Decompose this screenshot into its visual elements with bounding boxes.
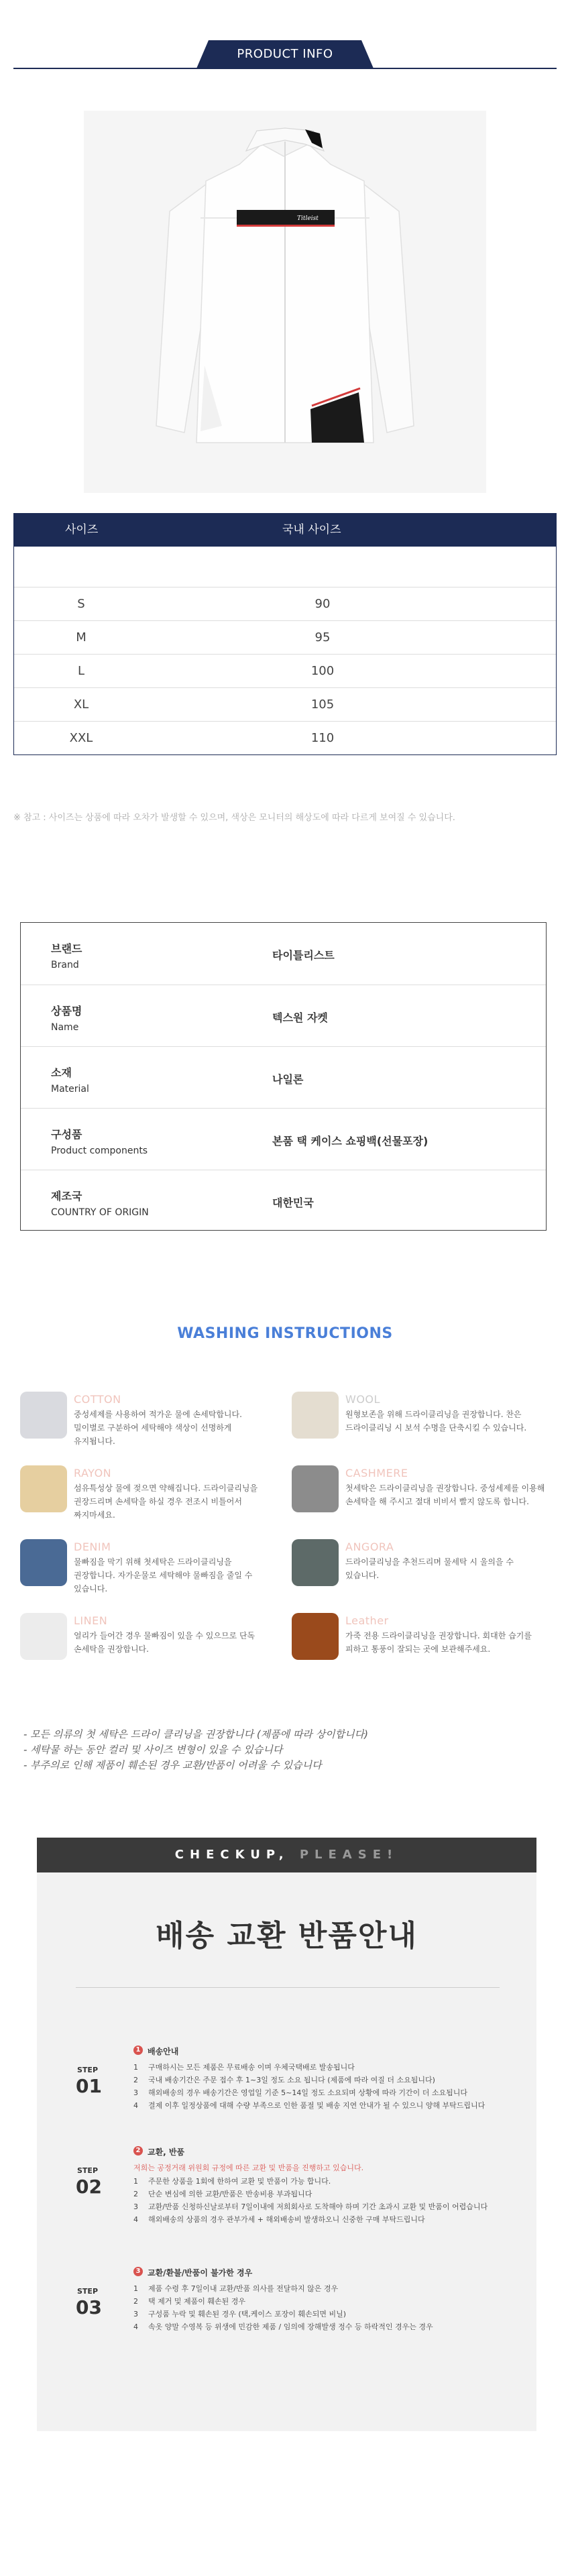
info-value: 나일론 bbox=[272, 1073, 304, 1086]
step-item-number: 2 bbox=[133, 2076, 138, 2084]
info-row-brand bbox=[21, 923, 546, 985]
step-number: 02 bbox=[76, 2176, 102, 2198]
size-cell: M bbox=[76, 630, 87, 645]
washing-note: - 부주의로 인해 제품이 훼손된 경우 교환/반품이 어려울 수 있습니다 bbox=[23, 1759, 322, 1771]
fabric-desc-line: 가죽 전용 드라이클리닝을 권장합니다. 회대한 습기를 bbox=[345, 1631, 532, 1640]
step-title: 교환, 반품 bbox=[148, 2147, 185, 2157]
step-badge: 1 bbox=[133, 2046, 143, 2055]
step-item-text: 속옷 양말 수영복 등 위생에 민감한 제품 / 임의에 장해발생 정수 등 하락적인 경우는 경우 bbox=[148, 2322, 433, 2331]
fabric-swatch bbox=[20, 1539, 67, 1586]
step-warning: 저희는 공정거래 위원회 규정에 따른 교환 및 반품을 진행하고 있습니다. bbox=[133, 2164, 364, 2172]
info-label-ko: 제조국 bbox=[51, 1190, 82, 1202]
info-label-en: Brand bbox=[51, 960, 79, 970]
info-label-ko: 브랜드 bbox=[51, 942, 82, 955]
step-item bbox=[133, 2176, 331, 2186]
fabric-desc-line: 밀이별로 구분하여 세탁해야 색상이 선명하게 bbox=[74, 1423, 232, 1433]
size-cell: XL bbox=[73, 697, 89, 712]
checkup-title: 배송 교환 반품안내 bbox=[156, 1919, 418, 1953]
fabric-swatch bbox=[292, 1613, 339, 1660]
fabric-desc-line: 첫세탁은 드라이클리닝을 권장합니다. 중성세제를 이용해 bbox=[345, 1483, 545, 1493]
step-item-number: 2 bbox=[133, 2297, 138, 2306]
kr-size-cell: 100 bbox=[310, 664, 335, 678]
step-title: 배송안내 bbox=[148, 2047, 179, 2056]
fabric-desc-line: 손세탁을 해 주시고 절대 비비서 빨지 않도록 합니다. bbox=[345, 1497, 529, 1506]
table-row bbox=[14, 620, 556, 654]
step-item-text: 구성품 누락 및 훼손된 경우 (택,케이스 포장이 훼손되면 비닐) bbox=[148, 2310, 347, 2318]
fabric-desc-line: 있습니다. bbox=[345, 1571, 380, 1580]
jacket-illustration bbox=[84, 111, 486, 493]
step-item bbox=[133, 2308, 346, 2319]
checkup-divider bbox=[76, 1987, 500, 1988]
fabric-desc-line: 얼리가 들어간 경우 물빠짐이 있을 수 있으므로 단독 bbox=[74, 1631, 255, 1640]
step-item-text: 결제 이후 일정상품에 대해 수량 부족으로 인한 품절 및 배송 지연 안내가 될 수 있으니 양해 부탁드립니다 bbox=[148, 2101, 486, 2110]
step-item-number: 3 bbox=[133, 2202, 138, 2211]
info-label-ko: 구성품 bbox=[51, 1128, 82, 1141]
info-value: 텍스원 자켓 bbox=[272, 1011, 328, 1024]
fabric-swatch bbox=[292, 1392, 339, 1439]
step-item-text: 해외배송의 경우 배송기간은 영업일 기준 5~14일 정도 소요되며 상황에 따라 기간이 더 소요됩니다 bbox=[148, 2088, 467, 2097]
step-item bbox=[133, 2062, 355, 2072]
header-divider bbox=[13, 68, 557, 69]
fabric-swatch bbox=[20, 1613, 67, 1660]
fabric-name: RAYON bbox=[74, 1467, 112, 1479]
fabric-desc-line: 권장드리며 손세탁을 하실 경우 전조시 비틀어서 bbox=[74, 1497, 242, 1506]
fabric-desc-line: 유지됩니다. bbox=[74, 1437, 115, 1446]
step-item-text: 제품 수령 후 7일이내 교환/반품 의사를 전달하지 않은 경우 bbox=[148, 2284, 339, 2293]
step-item bbox=[133, 2283, 338, 2294]
kr-size-cell: 90 bbox=[315, 597, 331, 611]
step-item bbox=[133, 2188, 312, 2199]
step-item-number: 4 bbox=[133, 2322, 138, 2331]
step-item-number: 1 bbox=[133, 2284, 138, 2293]
fabric-desc-line: 드라이클리닝을 추천드리며 물세탁 시 울의을 수 bbox=[345, 1557, 514, 1567]
checkup-header bbox=[37, 1838, 536, 1872]
step-label: STEP bbox=[77, 2166, 99, 2175]
size-table-header bbox=[14, 513, 556, 547]
info-row-components bbox=[21, 1108, 546, 1170]
step-item-number: 1 bbox=[133, 2063, 138, 2072]
fabric-name: DENIM bbox=[74, 1541, 111, 1553]
step-item bbox=[133, 2214, 425, 2225]
fabric-desc-line: 물빠짐을 막기 위해 첫세탁은 드라이클리닝을 bbox=[74, 1557, 232, 1567]
fabric-desc-line: 권장합니다. 자가운물로 세탁해야 물빠짐을 줄일 수 bbox=[74, 1571, 253, 1580]
info-row-origin bbox=[21, 1170, 546, 1231]
kr-size-cell: 110 bbox=[310, 731, 335, 745]
kr-size-cell: 95 bbox=[315, 630, 331, 645]
step-item-number: 3 bbox=[133, 2088, 138, 2097]
fabric-name: COTTON bbox=[74, 1393, 121, 1406]
fabric-name: LINEN bbox=[74, 1614, 108, 1627]
step-item bbox=[133, 2087, 467, 2098]
step-item-text: 주문한 상품을 1회에 한하여 교환 및 반품이 가능 합니다. bbox=[148, 2177, 331, 2186]
size-col-header: 사이즈 bbox=[65, 523, 99, 537]
size-note: ※ 참고 : 사이즈는 상품에 따라 오차가 발생할 수 있으며, 색상은 모니터의 해상도에 따라 다르게 보여질 수 있습니다. bbox=[13, 813, 455, 823]
fabric-name: WOOL bbox=[345, 1393, 380, 1406]
step-item-text: 교환/반품 신청하신날로부터 7일이내에 저희회사로 도착해야 하며 기간 초과시 교환 및 반품이 어렵습니다 bbox=[148, 2202, 488, 2211]
step-item bbox=[133, 2201, 488, 2212]
step-badge: 3 bbox=[133, 2267, 143, 2276]
info-row-name bbox=[21, 985, 546, 1046]
table-row bbox=[14, 654, 556, 687]
step-badge: 2 bbox=[133, 2146, 143, 2155]
washing-note: - 모든 의류의 첫 세탁은 드라이 클리닝을 권장합니다 (제품에 따라 상이합니다) bbox=[23, 1728, 368, 1740]
step-item bbox=[133, 2074, 435, 2085]
fabric-desc-line: 짜지마세요. bbox=[74, 1510, 115, 1520]
fabric-desc-line: 손세탁을 권장합니다. bbox=[74, 1644, 149, 1654]
product-info-table bbox=[20, 922, 547, 1231]
fabric-desc-line: 섬유특성상 물에 젖으면 약해집니다. 드라이클리닝을 bbox=[74, 1483, 258, 1493]
step-item-number: 4 bbox=[133, 2101, 138, 2110]
fabric-swatch bbox=[20, 1392, 67, 1439]
fabric-name: ANGORA bbox=[345, 1541, 394, 1553]
info-label-en: COUNTRY OF ORIGIN bbox=[51, 1207, 149, 1218]
fabric-desc-line: 원형보존을 위해 드라이클리닝을 권장합니다. 찬은 bbox=[345, 1410, 522, 1419]
fabric-name: CASHMERE bbox=[345, 1467, 408, 1479]
product-image bbox=[84, 111, 486, 493]
table-row bbox=[14, 687, 556, 721]
fabric-desc-line: 있습니다. bbox=[74, 1584, 108, 1593]
table-row bbox=[14, 721, 556, 754]
step-item-text: 국내 배송기간은 주문 접수 후 1~3일 정도 소요 됩니다 (제품에 따라 여질 더 소요됩니다) bbox=[148, 2076, 435, 2084]
step-item-number: 2 bbox=[133, 2190, 138, 2198]
step-label: STEP bbox=[77, 2287, 99, 2296]
info-label-en: Material bbox=[51, 1084, 89, 1095]
step-label: STEP bbox=[77, 2066, 99, 2074]
size-cell: L bbox=[77, 664, 85, 678]
step-title: 교환/환불/반품이 불가한 경우 bbox=[148, 2268, 253, 2278]
fabric-desc-line: 중성세제를 사용하여 적가운 물에 손세탁합니다. bbox=[74, 1410, 242, 1419]
checkup-head-main: CHECKUP, bbox=[174, 1848, 290, 1862]
step-item-text: 해외배송의 상품의 경우 관부가세 + 해외배송비 발생하오니 신중한 구매 부탁드립니다 bbox=[148, 2215, 425, 2224]
kr-size-cell: 105 bbox=[310, 697, 335, 712]
info-value: 타이틀리스트 bbox=[272, 949, 335, 962]
step-item-number: 4 bbox=[133, 2215, 138, 2224]
step-item-text: 구매하시는 모든 제품은 무료배송 이며 우체국택배로 발송됩니다 bbox=[148, 2063, 355, 2072]
step-item-number: 3 bbox=[133, 2310, 138, 2318]
info-label-en: Product components bbox=[51, 1145, 148, 1156]
size-table bbox=[13, 513, 557, 755]
info-row-material bbox=[21, 1046, 546, 1108]
step-number: 03 bbox=[76, 2296, 102, 2318]
product-info-title: PRODUCT INFO bbox=[237, 47, 333, 61]
size-cell: XXL bbox=[69, 731, 93, 745]
fabric-desc-line: 드라이클리닝 시 보석 수명을 단축시킬 수 있습니다. bbox=[345, 1423, 527, 1433]
step-number: 01 bbox=[76, 2075, 102, 2097]
info-label-ko: 소재 bbox=[51, 1066, 72, 1079]
washing-note: - 세탁물 하는 동안 컬러 및 사이즈 변형이 있을 수 있습니다 bbox=[23, 1744, 283, 1756]
washing-title: WASHING INSTRUCTIONS bbox=[177, 1325, 393, 1342]
checkup-head-sub: PLEASE! bbox=[299, 1848, 399, 1862]
fabric-swatch bbox=[292, 1465, 339, 1512]
fabric-desc-line: 피하고 통풍이 잘되는 곳에 보관해주세요. bbox=[345, 1644, 491, 1654]
size-table-spacer bbox=[14, 547, 556, 587]
product-info-tab bbox=[196, 40, 374, 68]
kr-size-col-header: 국내 사이즈 bbox=[282, 523, 341, 537]
step-item-number: 1 bbox=[133, 2177, 138, 2186]
info-value: 대한민국 bbox=[272, 1196, 314, 1209]
step-item bbox=[133, 2321, 433, 2332]
info-value: 본품 택 케이스 쇼핑백(선물포장) bbox=[272, 1135, 429, 1147]
fabric-swatch bbox=[20, 1465, 67, 1512]
size-cell: S bbox=[77, 597, 85, 611]
step-item bbox=[133, 2100, 485, 2111]
fabric-name: Leather bbox=[345, 1614, 389, 1627]
step-item bbox=[133, 2296, 245, 2306]
brand-logo: Titleist bbox=[297, 215, 319, 222]
info-label-ko: 상품명 bbox=[51, 1005, 82, 1017]
info-label-en: Name bbox=[51, 1022, 79, 1033]
step-item-text: 택 제거 및 제품이 훼손된 경우 bbox=[148, 2297, 245, 2306]
fabric-swatch bbox=[292, 1539, 339, 1586]
table-row bbox=[14, 587, 556, 620]
step-item-text: 단순 변심에 의한 교환/반품은 반송비용 부과됩니다 bbox=[148, 2190, 312, 2198]
